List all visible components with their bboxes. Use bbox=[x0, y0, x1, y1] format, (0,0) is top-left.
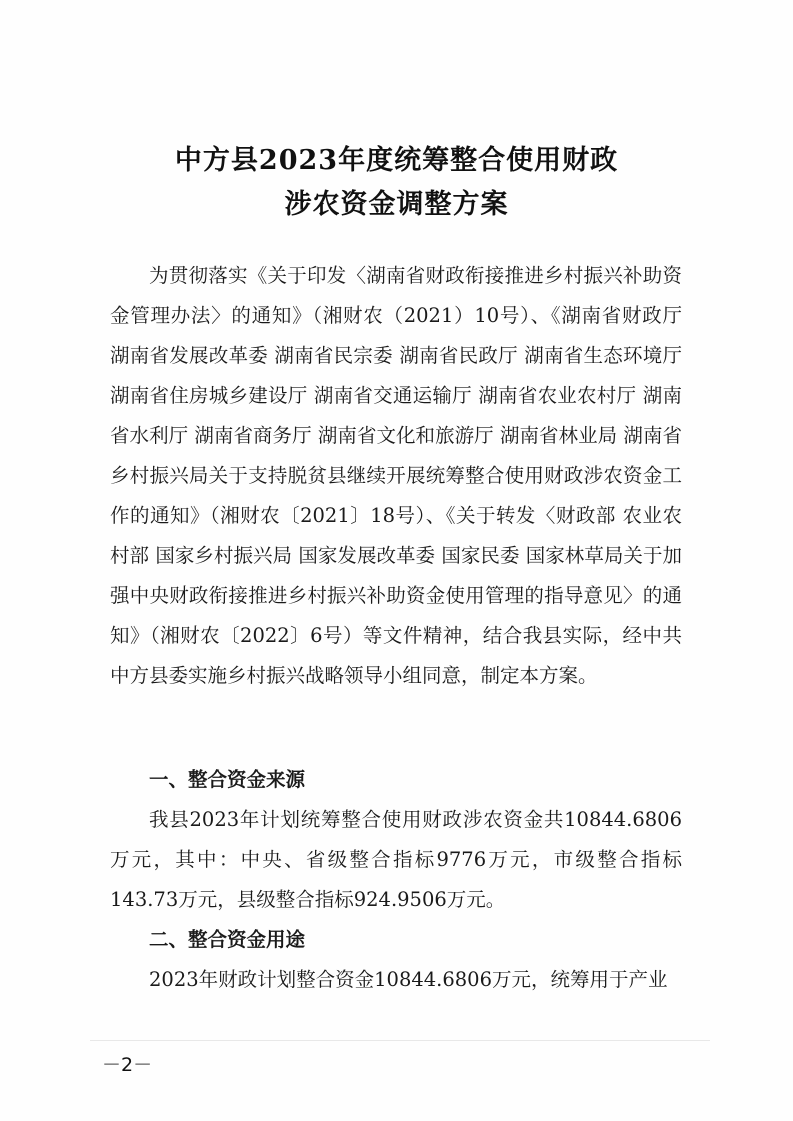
section-2-paragraph: 2023年财政计划整合资金10844.6806万元，统筹用于产业 bbox=[149, 968, 668, 991]
page-number: －2－ bbox=[102, 1054, 153, 1076]
document-title-line-2: 涉农资金调整方案 bbox=[284, 189, 509, 220]
intro-paragraph: 为贯彻落实《关于印发〈湖南省财政衔接推进乡村振兴补助资金管理办法〉的通知》（湘财农（2021）10号）、《湖南省财政厅 湖南省发展改革委 湖南省民宗委 湖南省民政厅 湖南省生态环境厅 湖南省住房城乡建设厅 湖南省交通运输厅 湖南省农业农村厅 湖南省水利厅 湖南省商务厅 湖南省文化和旅游厅 湖南省林业局 湖南省乡村振兴局关于支持脱贫县继续开展统筹整合使用财政涉农资金工作的通知》（湘财农〔2021〕18号）、《关于转发〈财政部 农业农村部 国家乡村振兴局 国家发展改革委 国家民委 国家林草局关于加强中央财政衔接推进乡村振兴补助资金使用管理的指导意见〉的通知》（湘财农〔2022〕6号）等文件精神，结合我县实际，经中共中方县委实施乡村振兴战略领导小组同意，制定本方案。 bbox=[110, 264, 682, 687]
footer-divider bbox=[90, 1040, 710, 1041]
document-title-line-1: 中方县2023年度统筹整合使用财政 bbox=[174, 145, 619, 176]
section-2-heading: 二、整合资金用途 bbox=[149, 928, 306, 951]
section-1-heading: 一、整合资金来源 bbox=[149, 768, 306, 791]
section-1-paragraph: 我县2023年计划统筹整合使用财政涉农资金共10844.6806万元，其中：中央、省级整合指标9776万元，市级整合指标143.73万元，县级整合指标924.9506万元。 bbox=[110, 808, 682, 911]
